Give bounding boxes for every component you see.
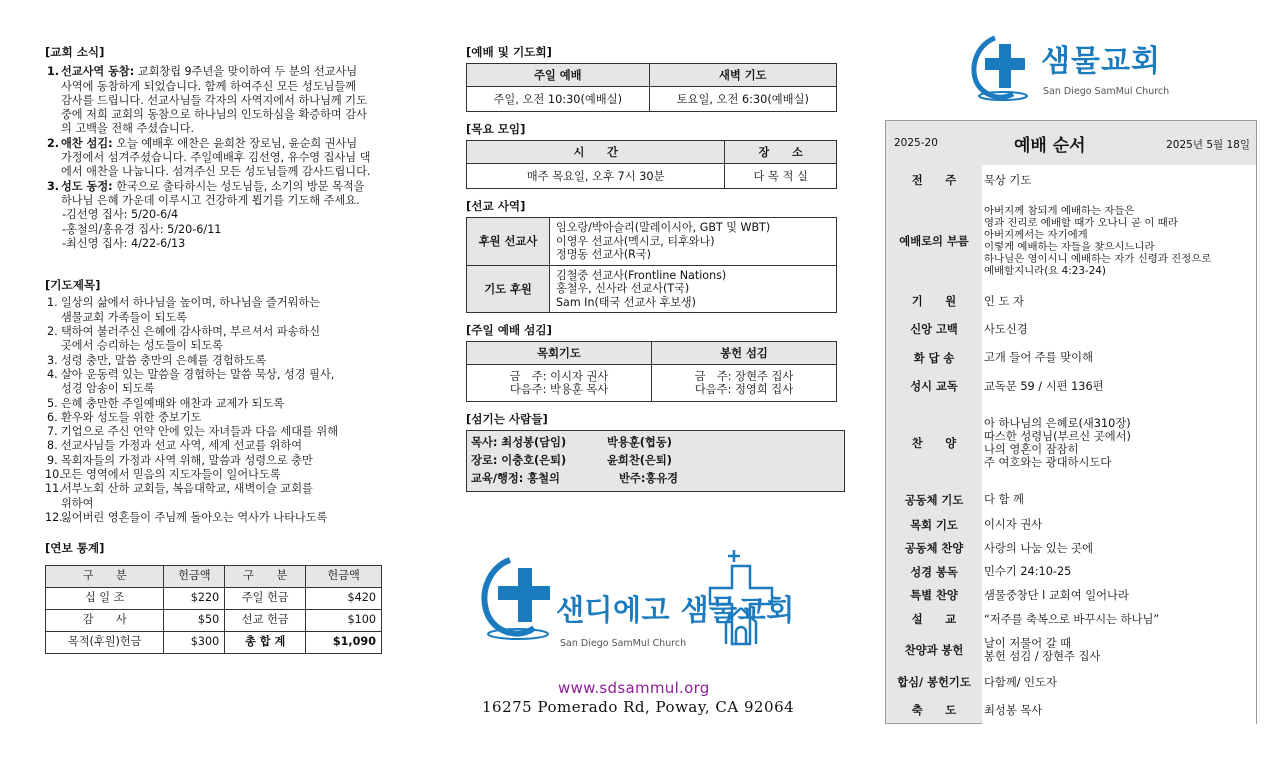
thursday-title: [목요 모임] xyxy=(466,122,526,136)
offering-table xyxy=(45,565,382,654)
order-row xyxy=(886,513,1256,536)
order-item-line: 샘물중창단 l 교회여 일어나라 xyxy=(984,588,1129,602)
order-item-line: 이렇게 예배하는 자들을 찾으시느니라 xyxy=(984,241,1155,253)
helpers-box xyxy=(466,430,845,492)
travel-date-item: -최신영 집사: 4/22-6/13 xyxy=(62,236,186,250)
prayer-item-line: 곳에서 승리하는 성도들이 되도록 xyxy=(61,339,223,353)
prayer-item xyxy=(45,468,400,482)
order-item-line: 아버지께 참되게 예배하는 자들은 xyxy=(984,205,1135,217)
order-item-line: 주 여호와는 광대하시도다 xyxy=(984,456,1112,469)
prayer-item xyxy=(45,411,400,425)
thursday-table xyxy=(466,140,837,189)
order-item-label: 성경 봉독 xyxy=(910,565,958,579)
prayer-item-line: 모든 영역에서 믿음의 지도자들이 일어나도록 xyxy=(61,468,281,482)
mission-name-line: 김철중 선교사(Frontline Nations) xyxy=(556,268,727,282)
offering-header-cell: 헌금액 xyxy=(164,565,225,587)
service-offering-cell xyxy=(652,365,837,402)
news-item-line: 사역에 동참하게 되었습니다. 함께 하여주신 모든 성도님들께 xyxy=(61,79,357,93)
prayer-item-line: 환우와 성도들 위한 중보기도 xyxy=(61,410,202,424)
offering-row xyxy=(46,631,382,653)
service-header-offering: 봉헌 섬김 xyxy=(652,342,837,365)
order-item-line: 인 도 자 xyxy=(984,294,1024,308)
order-item-value xyxy=(982,668,1256,696)
news-item-line: 가정에서 섬겨주셨습니다. 주일예배후 김선영, 유수영 집사님 댁 xyxy=(61,151,371,165)
order-item-label: 전 주 xyxy=(911,174,957,187)
church-name-large: 샌디에고 샘물교회 xyxy=(556,593,795,627)
news-list xyxy=(45,65,400,208)
helper-name: 반주:홍유경 xyxy=(619,472,679,485)
travel-date-item: -김선영 집사: 5/20-6/4 xyxy=(62,208,179,222)
prayer-item xyxy=(45,439,400,453)
prayer-item-line: 선교사님들 가정과 선교 사역, 세계 선교를 위하여 xyxy=(61,439,303,453)
offering-cell: $50 xyxy=(164,609,225,631)
order-of-worship xyxy=(885,120,1257,724)
offering-cell: 감 사 xyxy=(46,609,164,631)
order-row xyxy=(886,372,1256,400)
helpers-row xyxy=(471,452,840,470)
service-prayer-cell xyxy=(467,365,652,402)
helpers-row xyxy=(471,470,840,488)
worship-header-dawn: 새벽 기도 xyxy=(649,64,836,87)
offering-header-cell: 구 분 xyxy=(225,565,306,587)
prayer-item-line: 성령 충만, 말씀 충만의 은혜를 경험하도록 xyxy=(61,353,267,367)
order-row xyxy=(886,583,1256,607)
order-item-label: 목회 기도 xyxy=(910,518,958,532)
order-item-line: 하나님은 영이시니 예배하는 자가 신령과 진정으로 xyxy=(984,253,1212,265)
order-item-line: 아 하나님의 은혜로(새310장) xyxy=(984,417,1131,430)
order-item-label: 기 원 xyxy=(911,295,957,308)
prayer-item-line: 기업으로 주신 언약 안에 있는 자녀들과 다음 세대를 위해 xyxy=(61,425,339,439)
order-item-value xyxy=(982,195,1256,287)
offering-row xyxy=(46,587,382,609)
prayer-item-line: 샘물교회 가족들이 되도록 xyxy=(61,310,187,324)
mission-name-line: 정명동 선교사(R국) xyxy=(556,248,651,261)
order-item-line: 예배할지니라(요 4:23-24) xyxy=(984,265,1106,277)
order-item-label: 특별 찬양 xyxy=(910,589,958,602)
prayer-item-line: 살아 운동력 있는 말씀을 경험하는 말씀 묵상, 성경 필사, xyxy=(61,367,335,381)
prayer-item-number: 6. xyxy=(47,410,58,424)
prayer-item xyxy=(45,511,400,525)
mission-name-line: 이영우 선교사(멕시코, 티후와나) xyxy=(556,234,715,248)
order-item-line: 영과 진리로 예배할 때가 오나니 곧 이 때라 xyxy=(984,217,1178,229)
thursday-time: 매주 목요일, 오후 7시 30분 xyxy=(467,164,725,189)
order-row xyxy=(886,536,1256,560)
offering-cell: $220 xyxy=(164,587,225,609)
order-row xyxy=(886,165,1256,195)
news-item-number: 3. xyxy=(47,179,60,193)
news-item-line: 오늘 예배후 애찬은 윤희찬 장로님, 윤순희 권사님 xyxy=(112,136,358,150)
news-item-heading: 선교사역 동참: xyxy=(61,65,135,79)
helper-name: 박용훈(협동) xyxy=(607,436,672,449)
order-item-label: 축 도 xyxy=(911,704,957,717)
order-item-value xyxy=(982,315,1256,343)
order-item-value xyxy=(982,343,1256,372)
thursday-place: 다 목 적 실 xyxy=(725,164,837,189)
order-item-line: 따스한 성령님(부르신 곳에서) xyxy=(984,430,1131,443)
order-item-line: 나의 영혼이 잠잠히 xyxy=(984,443,1079,456)
prayer-item xyxy=(45,425,400,439)
offering-cell: 선교 헌금 xyxy=(225,609,306,631)
worship-sunday-time: 주일, 오전 10:30(예배실) xyxy=(467,87,650,112)
helper-name: 목사: 최성봉(담임) xyxy=(471,436,567,449)
order-header xyxy=(886,121,1256,161)
offering-cell: 주일 헌금 xyxy=(225,587,306,609)
prayer-item-number: 11. xyxy=(45,482,63,496)
order-item-line: “저주를 축복으로 바꾸시는 하나님” xyxy=(984,612,1160,626)
offering-cell: 십 일 조 xyxy=(46,587,164,609)
news-item-line: 의 고백을 전해 주셨습니다. xyxy=(61,122,195,136)
order-item-line: 이시자 권사 xyxy=(984,518,1043,531)
worship-table xyxy=(466,63,837,112)
offering-header-row xyxy=(46,565,382,587)
mission-title: [선교 사역] xyxy=(466,199,526,213)
mission-label: 기도 후원 xyxy=(467,265,550,313)
order-list xyxy=(886,165,1256,724)
helper-name: 윤희찬(은퇴) xyxy=(607,454,672,467)
service-header-prayer: 목회기도 xyxy=(467,342,652,365)
church-name: 샘물교회 xyxy=(1041,44,1161,79)
order-row xyxy=(886,343,1256,372)
offering-cell: 총 합 계 xyxy=(225,631,306,653)
news-item xyxy=(45,65,400,136)
church-address: 16275 Pomerado Rd, Poway, CA 92064 xyxy=(482,698,795,716)
travel-dates xyxy=(45,208,400,251)
church-name-english: San Diego SamMul Church xyxy=(1043,86,1170,97)
prayer-item-line: 일상의 삶에서 하나님을 높이며, 하나님을 즐거워하는 xyxy=(61,296,321,310)
prayer-item xyxy=(45,325,400,354)
thursday-header-place: 장 소 xyxy=(725,141,837,164)
service-table xyxy=(466,341,837,402)
order-item-value xyxy=(982,696,1256,724)
mission-name-line: Sam In(태국 선교사 후보생) xyxy=(556,295,696,309)
prayer-item-number: 10. xyxy=(45,468,63,482)
left-column xyxy=(45,0,400,654)
order-item-line: 사랑의 나눔 있는 곳에 xyxy=(984,541,1093,555)
order-item-value xyxy=(982,607,1256,631)
order-item-value xyxy=(982,560,1256,583)
news-item-line: 중에 저희 교회의 동참으로 하나님의 인도하심을 확증하며 감사 xyxy=(61,108,367,122)
prayer-item-number: 2. xyxy=(47,325,58,339)
prayer-item-line: 서부노회 산하 교회들, 복음대학교, 새벽이슬 교회를 xyxy=(61,482,313,496)
prayer-item-line: 잃어버린 영혼들이 주님께 돌아오는 역사가 나타나도록 xyxy=(61,510,328,524)
order-item-value xyxy=(982,631,1256,668)
order-item-label: 설 교 xyxy=(911,613,957,626)
church-emblem-icon xyxy=(967,32,1037,104)
prayer-item xyxy=(45,368,400,397)
order-item-value xyxy=(982,583,1256,607)
worship-title: [예배 및 기도회] xyxy=(466,45,552,59)
news-item-line: 감사를 드립니다. 선교사님들 각자의 사역지에서 하나님께 기도 xyxy=(61,93,367,107)
offering-header-cell: 헌금액 xyxy=(306,565,382,587)
order-item-line: 다함께/ 인도자 xyxy=(984,675,1057,689)
bulletin-date: 2025년 5월 18일 xyxy=(1166,139,1250,151)
prayer-list xyxy=(45,296,400,525)
order-item-line: 봉헌 섬김 / 장현주 집사 xyxy=(984,649,1101,663)
news-item xyxy=(45,137,400,180)
order-row xyxy=(886,400,1256,486)
service-offering-this-week: 금 주: 장현주 집사 xyxy=(694,370,794,383)
worship-dawn-time: 토요일, 오전 6:30(예배실) xyxy=(649,87,836,112)
thursday-header-time: 시 간 xyxy=(467,141,725,164)
mission-label: 후원 선교사 xyxy=(467,218,550,266)
offering-cell: $420 xyxy=(306,587,382,609)
mission-names xyxy=(550,265,837,313)
order-item-line: 최성봉 목사 xyxy=(984,703,1043,717)
order-item-label: 합심/ 봉헌기도 xyxy=(897,676,971,689)
prayer-item-line: 성경 암송이 되도록 xyxy=(61,382,155,396)
offering-cell: $300 xyxy=(164,631,225,653)
prayer-item-line: 은혜 충만한 주일예배와 애찬과 교제가 되도록 xyxy=(61,396,285,410)
offering-cell: $100 xyxy=(306,609,382,631)
news-item-number: 2. xyxy=(47,136,60,150)
mission-row xyxy=(467,218,837,266)
prayer-item-number: 12. xyxy=(45,510,63,524)
order-row xyxy=(886,486,1256,513)
order-item-line: 다 함 께 xyxy=(984,493,1024,506)
order-item-line: 교독문 59 / 시편 136편 xyxy=(984,379,1104,393)
prayer-item xyxy=(45,482,400,511)
offering-cell: $1,090 xyxy=(306,631,382,653)
service-title: [주일 예배 섬김] xyxy=(466,323,552,337)
order-row xyxy=(886,560,1256,583)
prayer-item xyxy=(45,296,400,325)
bulletin-number: 2025-20 xyxy=(894,137,938,149)
prayer-item-number: 5. xyxy=(47,396,58,410)
prayer-item-line: 목회자들의 가정과 사역 위해, 말씀과 성령으로 충만 xyxy=(61,453,313,467)
order-item-label: 신앙 고백 xyxy=(910,323,958,336)
order-item-value xyxy=(982,287,1256,315)
prayer-item xyxy=(45,397,400,411)
offering-row xyxy=(46,609,382,631)
offering-cell: 목적(후원)헌금 xyxy=(46,631,164,653)
order-row xyxy=(886,668,1256,696)
helper-name: 교육/행정: 홍철의 xyxy=(471,472,560,485)
news-item-line: 교회창립 9주년을 맞이하여 두 분의 선교사님 xyxy=(134,65,358,79)
news-item-heading: 성도 동정: xyxy=(61,179,113,193)
order-item-value xyxy=(982,486,1256,513)
order-item-label: 공동체 기도 xyxy=(904,493,964,507)
news-item xyxy=(45,180,400,209)
news-item-heading: 애찬 섬김: xyxy=(61,136,113,150)
prayer-item-number: 8. xyxy=(47,439,58,453)
news-item-line: 한국으로 출타하시는 성도님들, 소기의 방문 목적을 xyxy=(112,179,365,193)
worship-header-sunday: 주일 예배 xyxy=(467,64,650,87)
prayer-item-number: 1. xyxy=(47,296,58,310)
helpers-row xyxy=(471,434,840,452)
order-item-label: 성시 교독 xyxy=(910,380,958,393)
service-offering-next-week: 다음주: 정영희 집사 xyxy=(694,383,794,396)
order-item-line: 사도신경 xyxy=(984,322,1028,336)
prayer-item-line: 택하여 불러주신 은혜에 감사하며, 부르셔서 파송하신 xyxy=(61,325,321,339)
order-item-value xyxy=(982,536,1256,560)
order-row xyxy=(886,696,1256,724)
prayer-item xyxy=(45,354,400,368)
order-row xyxy=(886,631,1256,668)
order-row xyxy=(886,315,1256,343)
order-row xyxy=(886,287,1256,315)
order-row xyxy=(886,195,1256,287)
order-row xyxy=(886,607,1256,631)
mission-name-line: 홍철우, 신사라 선교사(T국) xyxy=(556,282,690,295)
order-item-label: 공동체 찬양 xyxy=(904,542,964,555)
order-title: 예배 순서 xyxy=(1014,136,1086,156)
order-item-value xyxy=(982,513,1256,536)
mission-row xyxy=(467,265,837,313)
order-item-line: 고개 들어 주를 맞이해 xyxy=(984,351,1093,364)
order-item-line: 민수기 24:10-25 xyxy=(984,565,1072,578)
news-item-line: 에서 애찬을 나눕니다. 섬겨주신 모든 성도님들께 감사드립니다. xyxy=(61,165,371,179)
church-logo xyxy=(967,32,1170,108)
mission-name-line: 임오랑/박아슬리(말레이시아, GBT 및 WBT) xyxy=(556,221,771,234)
service-prayer-this-week: 금 주: 이시자 권사 xyxy=(509,370,609,383)
prayer-item-number: 3. xyxy=(47,353,58,367)
news-item-line: 하나님 은혜 가운데 이루시고 건강하게 뵙기를 기도해 주세요. xyxy=(61,193,360,207)
news-title: [교회 소식] xyxy=(45,45,105,59)
website-link[interactable]: www.sdsammul.org xyxy=(558,679,710,697)
order-item-value xyxy=(982,400,1256,486)
service-prayer-next-week: 다음주: 박용훈 목사 xyxy=(509,383,609,396)
prayer-item-number: 4. xyxy=(47,367,58,381)
middle-column xyxy=(466,0,839,492)
prayer-item-number: 9. xyxy=(47,453,58,467)
helpers-title: [섬기는 사람들] xyxy=(466,412,548,426)
prayer-title: [기도제목] xyxy=(45,278,101,293)
prayer-item-number: 7. xyxy=(47,425,58,439)
news-item-number: 1. xyxy=(47,65,60,79)
order-item-line: 묵상 기도 xyxy=(984,173,1032,187)
order-item-label: 찬양과 봉헌 xyxy=(904,643,964,657)
prayer-item-line: 위하여 xyxy=(61,496,94,510)
order-item-label: 예배로의 부름 xyxy=(899,235,969,248)
prayer-item xyxy=(45,454,400,468)
offering-header-cell: 구 분 xyxy=(46,565,164,587)
order-item-line: 날이 저물어 갈 때 xyxy=(984,636,1072,650)
mission-table xyxy=(466,217,837,313)
offering-title: [연보 통계] xyxy=(45,541,105,556)
order-item-value xyxy=(982,372,1256,400)
order-item-line: 아버지께서는 자기에게 xyxy=(984,229,1088,241)
helper-name: 장로: 이충호(은퇴) xyxy=(471,454,567,467)
order-item-value xyxy=(982,165,1256,195)
church-name-english-large: San Diego SamMul Church xyxy=(560,638,687,649)
church-logo-large xyxy=(470,548,800,652)
order-item-label: 찬 양 xyxy=(911,437,957,450)
mission-names xyxy=(550,218,837,266)
order-item-label: 화 답 송 xyxy=(913,351,955,365)
travel-date-item: -홍철의/홍유경 집사: 5/20-6/11 xyxy=(62,222,222,236)
